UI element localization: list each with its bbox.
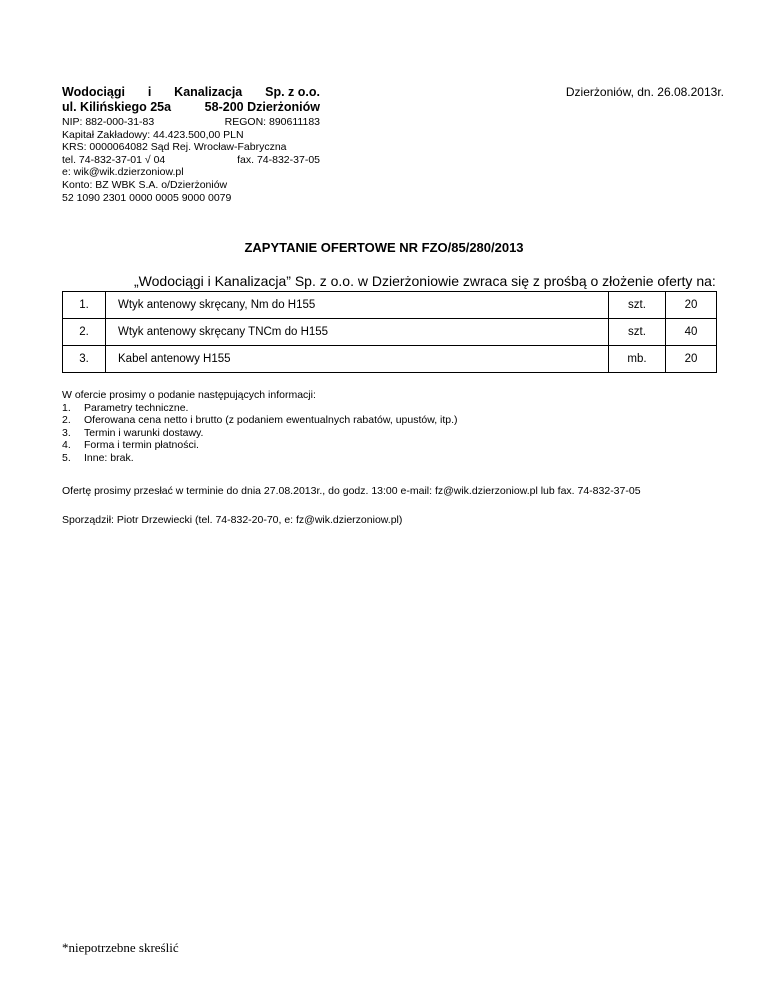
sender-block	[62, 85, 320, 204]
list-number: 4.	[62, 439, 71, 452]
list-number: 3.	[62, 426, 71, 439]
list-item	[62, 452, 722, 465]
tax-ids	[62, 116, 320, 129]
company-email: e: wik@wik.dzierzoniow.pl	[62, 166, 184, 179]
item-name: Kabel antenowy H155	[106, 346, 609, 373]
company-street: ul. Kilińskiego 25a	[62, 100, 172, 114]
items-table	[62, 291, 717, 373]
document-title: ZAPYTANIE OFERTOWE NR FZO/85/280/2013	[244, 240, 524, 255]
list-item	[62, 414, 722, 427]
list-text: Inne: brak.	[84, 451, 134, 464]
list-number: 5.	[62, 451, 71, 464]
item-unit: mb.	[609, 346, 666, 373]
list-text: Oferowana cena netto i brutto (z podaniem ewentualnych rabatów, upustów, itp.)	[84, 414, 458, 427]
item-number: 1.	[63, 292, 106, 319]
company-name-word: Sp. z o.o.	[265, 85, 320, 99]
company-name-word: i	[147, 85, 152, 99]
item-quantity: 40	[666, 319, 717, 346]
document-date: Dzierżoniów, dn. 26.08.2013r.	[565, 85, 724, 99]
company-city: 58-200 Dzierżoniów	[204, 100, 320, 114]
info-heading: W ofercie prosimy o podanie następujących informacji:	[62, 389, 316, 401]
krs: KRS: 0000064082 Sąd Rej. Wrocław-Fabryczna	[62, 141, 287, 154]
list-text: Forma i termin płatności.	[84, 439, 199, 452]
intro-text: „Wodociągi i Kanalizacja” Sp. z o.o. w Dzierżoniowie zwraca się z prośbą o złożenie oferty na:	[134, 273, 716, 289]
capital: Kapitał Zakładowy: 44.423.500,00 PLN	[62, 128, 244, 141]
company-name-word: Wodociągi	[62, 85, 125, 99]
prepared-by: Sporządził: Piotr Drzewiecki (tel. 74-832-20-70, e: fz@wik.dzierzoniow.pl)	[62, 514, 403, 526]
company-address	[62, 100, 320, 115]
table-row	[63, 292, 717, 319]
company-name-word: Kanalizacja	[174, 85, 243, 99]
list-text: Parametry techniczne.	[84, 401, 189, 414]
company-name	[62, 85, 320, 100]
item-quantity: 20	[666, 292, 717, 319]
footnote: *niepotrzebne skreślić	[62, 940, 179, 955]
phone: tel. 74-832-37-01 √ 04	[62, 153, 166, 166]
list-item	[62, 439, 722, 452]
table-row	[63, 346, 717, 373]
fax: fax. 74-832-37-05	[237, 153, 320, 166]
item-unit: szt.	[609, 292, 666, 319]
list-number: 1.	[62, 401, 71, 414]
item-name: Wtyk antenowy skręcany, Nm do H155	[106, 292, 609, 319]
submission-deadline: Ofertę prosimy przesłać w terminie do dnia 27.08.2013r., do godz. 13:00 e-mail: fz@wik.dzierzoniow.pl lub fax. 74-832-37-05	[62, 485, 641, 497]
nip: NIP: 882-000-31-83	[62, 116, 155, 128]
item-number: 2.	[63, 319, 106, 346]
regon: REGON: 890611183	[224, 116, 320, 128]
list-item	[62, 402, 722, 415]
list-item	[62, 427, 722, 440]
phone-fax	[62, 154, 320, 167]
info-section	[62, 389, 722, 465]
item-name: Wtyk antenowy skręcany TNCm do H155	[106, 319, 609, 346]
item-unit: szt.	[609, 319, 666, 346]
list-text: Termin i warunki dostawy.	[84, 426, 204, 439]
table-row	[63, 319, 717, 346]
bank-name: Konto: BZ WBK S.A. o/Dzierżoniów	[62, 178, 228, 191]
bank-account: 52 1090 2301 0000 0005 9000 0079	[62, 191, 232, 204]
item-number: 3.	[63, 346, 106, 373]
item-quantity: 20	[666, 346, 717, 373]
list-number: 2.	[62, 414, 71, 427]
